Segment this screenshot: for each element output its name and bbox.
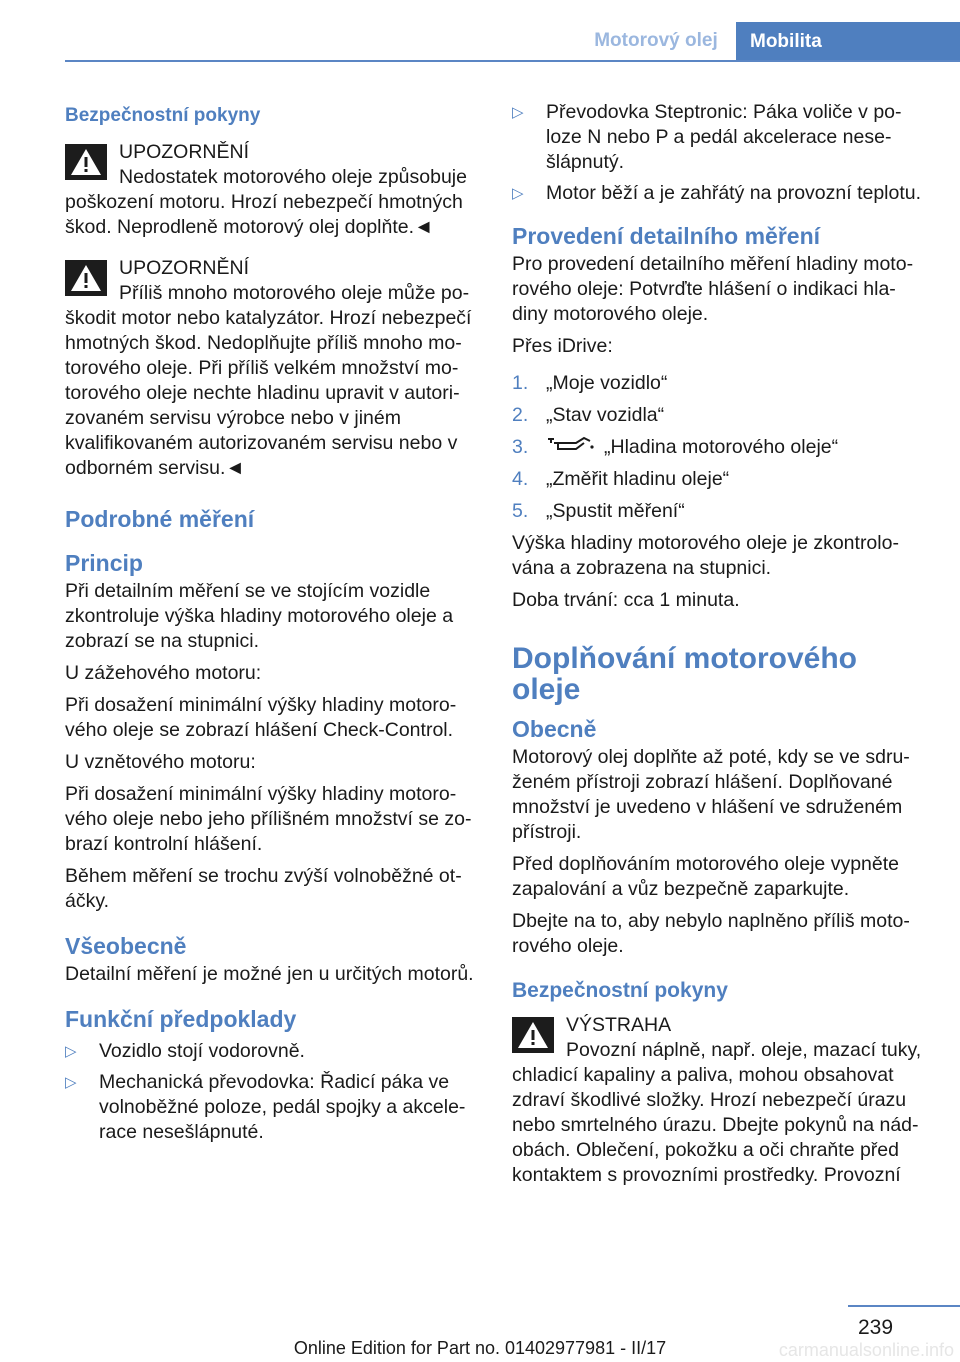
footer-rule [848,1305,960,1307]
list-item [512,435,930,460]
chapter-tab: Mobilita [736,22,960,62]
step-text: „Moje vozidlo“ [546,372,668,394]
step-number: 4. [512,468,529,491]
warning-triangle-icon [512,1017,554,1053]
refill-text: Dbejte na to, aby nebylo naplněno příliš moto‐rového oleje. [512,910,910,958]
triangle-bullet-icon: ▷ [65,1043,77,1060]
general-heading: Všeobecně [65,933,187,959]
principle-heading: Princip [65,550,143,576]
safety-heading: Bezpečnostní pokyny [512,979,728,1003]
idrive-steps [512,371,930,524]
warning-box [512,1013,930,1188]
section-tab: Motorový olej [594,30,718,51]
warning-title: UPOZORNĚNÍ [119,141,250,163]
triangle-bullet-icon: ▷ [512,104,524,121]
right-column [512,100,930,1204]
refill-heading: Doplňování motorového oleje [512,642,857,707]
prereq-list-continued [512,100,930,206]
list-item [512,467,930,492]
perform-text: Pro provedení detailního měření hladiny moto‐rového oleje: Potvrďte hlášení o indikaci hla‐diny motorového oleje. [512,253,914,325]
step-text: „Změřit hladinu oleje“ [546,468,730,491]
list-item-text: Vozidlo stojí vodorovně. [99,1040,305,1062]
list-item [65,1070,483,1145]
prereq-heading: Funkční předpoklady [65,1006,297,1032]
duration-text: Doba trvání: cca 1 minuta. [512,589,740,612]
warning-box [65,256,483,481]
diesel-text: Při dosažení minimální výšky hladiny motoro‐vého oleje nebo jeho přílišném množství se zo‐brazí kontrolní hlášení. [65,783,472,855]
list-item-text: Motor běží a je zahřátý na provozní teplotu. [546,182,922,204]
safety-heading: Bezpečnostní pokyny [65,105,261,126]
principle-text: Při detailním měření se ve stojícím vozidle zkontroluje výška hladiny motorového oleje a zobrazí se na stupnici. [65,580,454,652]
warning-text: Příliš mnoho motorového oleje může po‐škodit motor nebo katalyzátor. Hrozí nebezpečí hmotných škod. Nedoplňujte příliš mnoho mo‐torového oleje. Při příliš velkém množství mo‐torového oleje nechte hladinu upravit v autori‐zovaném servisu výrobce nebo v jiném kvalifikovaném autorizovaném servisu nebo v odborném servisu.◄ [65,282,472,479]
refill-general-heading: Obecně [512,716,597,743]
warning-title: UPOZORNĚNÍ [119,257,250,279]
step-number: 2. [512,404,529,426]
step-number: 5. [512,500,529,523]
step-text: „Spustit měření“ [546,500,685,523]
oil-level-icon [546,435,596,460]
left-column [65,100,483,1151]
list-item-text: Převodovka Steptronic: Páka voliče v po‐loze N nebo P a pedál akcelerace nese‐šlápnutý. [546,101,902,173]
via-idrive-text: Přes iDrive: [512,335,613,357]
list-item [512,499,930,524]
general-text: Detailní měření je možné jen u určitých motorů. [65,963,474,985]
edition-footer: Online Edition for Part no. 01402977981 - II/17 [293,1338,667,1358]
page-header [0,0,960,62]
diesel-label: U vznětového motoru: [65,751,256,773]
header-rule [65,60,960,62]
list-item [512,371,930,396]
triangle-bullet-icon: ▷ [65,1074,77,1091]
triangle-bullet-icon: ▷ [512,185,524,202]
detail-heading: Podrobné měření [65,506,255,532]
step-number: 3. [512,436,529,458]
list-item [512,181,930,206]
warning-triangle-icon [65,144,107,180]
warning-box [65,140,483,240]
page-number: 239 [858,1316,894,1339]
petrol-label: U zážehového motoru: [65,662,262,684]
list-item [65,1039,483,1064]
warning-title: VÝSTRAHA [566,1014,672,1037]
warning-text: Povozní náplně, např. oleje, mazací tuky, chladicí kapaliny a paliva, mohou obsahovat zdraví škodlivé složky. Hrozí nebezpečí úrazu nebo smrtelného úrazu. Dbejte pokynů na nád‐obách. Oblečení, pokožku a oči chraňte před kontaktem s provozními prostředky. Provozní [512,1039,922,1187]
refill-text: Před doplňováním motorového oleje vypněte zapalování a vůz bezpečně zaparkujte. [512,853,899,901]
list-item-text: Mechanická převodovka: Řadicí páka ve volnoběžné poloze, pedál spojky a akcele‐race nesešlápnuté. [99,1071,466,1143]
step-text: „Hladina motorového oleje“ [604,436,839,458]
step-number: 1. [512,372,529,394]
refill-text: Motorový olej doplňte až poté, kdy se ve sdru‐ženém přístroji zobrazí hlášení. Doplňované množství je uvedeno v hlášení ve sdruženém přístroji. [512,746,910,844]
petrol-text: Při dosažení minimální výšky hladiny motoro‐vého oleje se zobrazí hlášení Check-Control. [65,694,457,741]
warning-triangle-icon [65,260,107,296]
watermark: carmanualsonline.info [778,1340,954,1360]
warning-text: Nedostatek motorového oleje způsobuje poškození motoru. Hrozí nebezpečí hmotných škod. Neprodleně motorový olej doplňte.◄ [65,166,467,238]
list-item [512,100,930,175]
prereq-list [65,1039,483,1145]
perform-heading: Provedení detailního měření [512,223,821,249]
result-text: Výška hladiny motorového oleje je zkontrolo‐vána a zobrazena na stupnici. [512,532,899,580]
step-text: „Stav vozidla“ [546,404,665,426]
list-item [512,403,930,428]
idle-text: Během měření se trochu zvýší volnoběžné ot‐áčky. [65,865,462,912]
